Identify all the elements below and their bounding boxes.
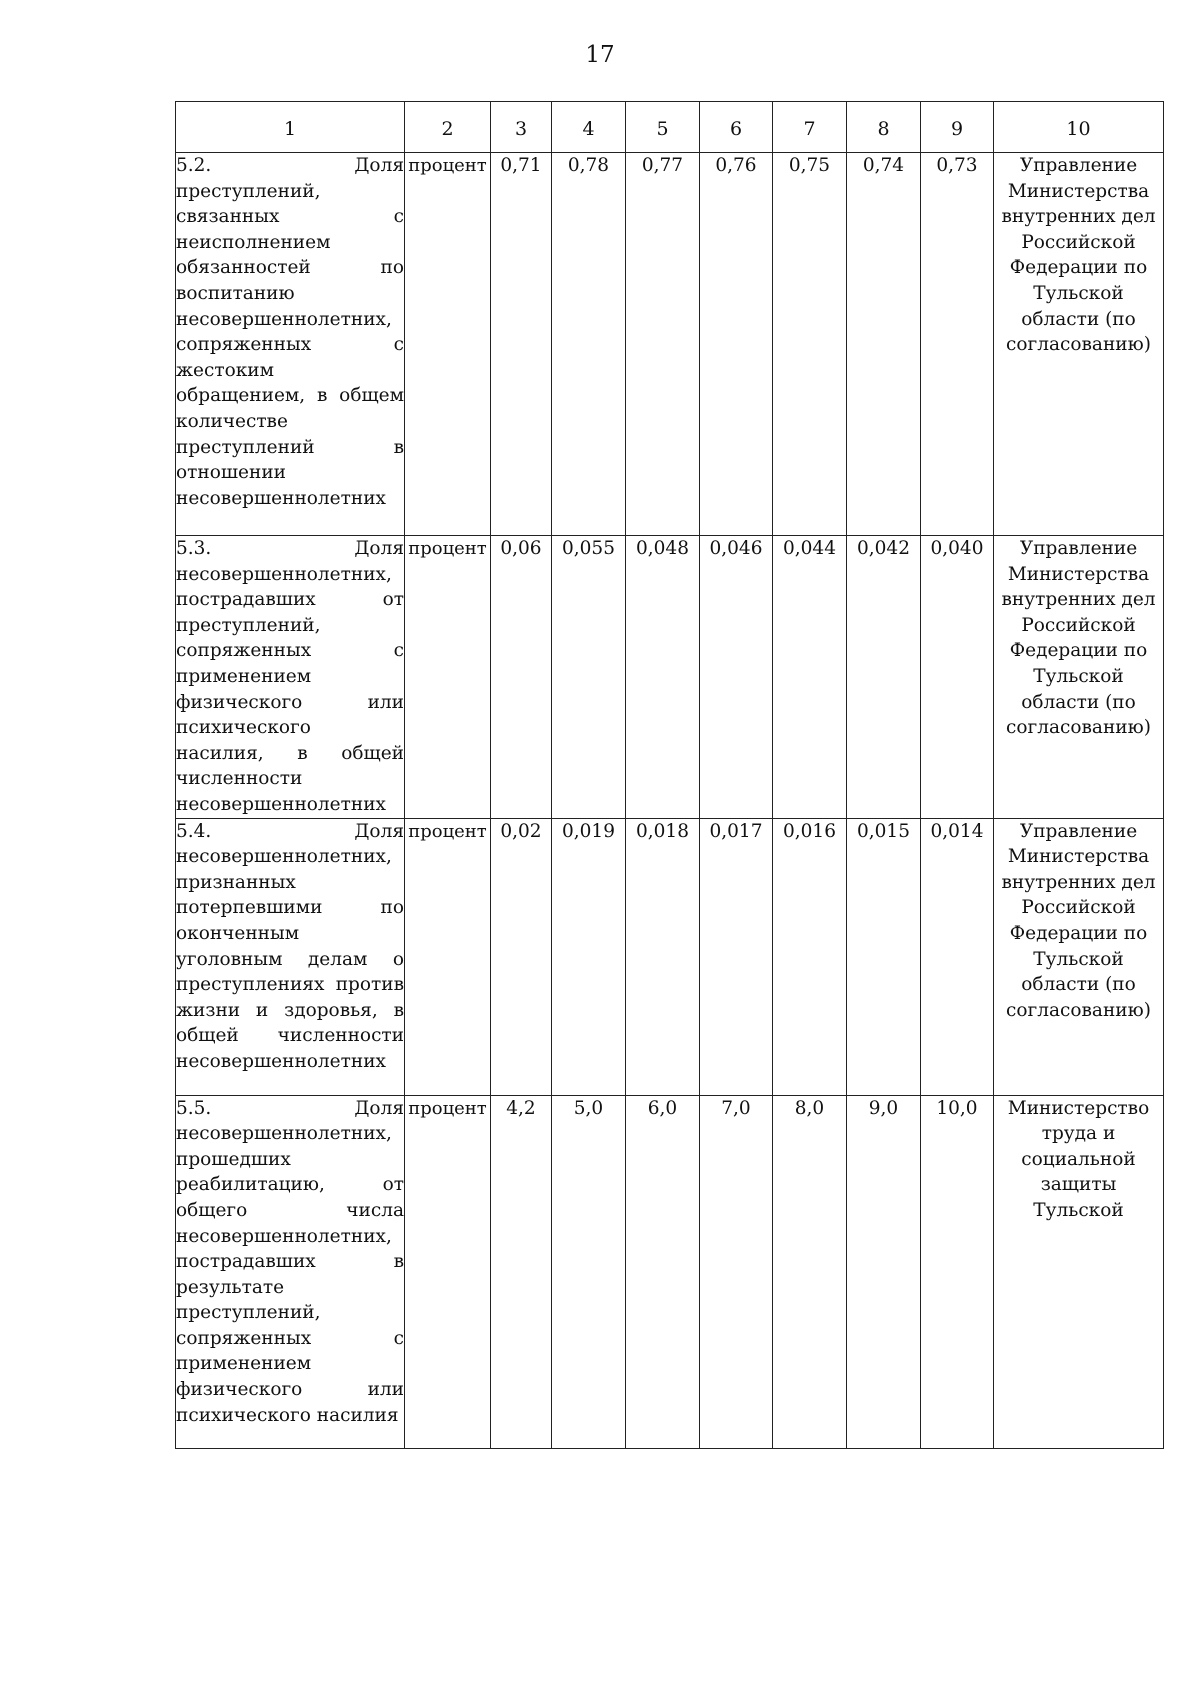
page-number: 17	[585, 42, 615, 68]
value-cell: 0,055	[552, 536, 626, 819]
value-cell: 0,02	[491, 818, 552, 1095]
value-cell: 0,017	[700, 818, 773, 1095]
value-cell: 5,0	[552, 1095, 626, 1448]
value-cell: 10,0	[921, 1095, 994, 1448]
value-cell: 0,06	[491, 536, 552, 819]
indicator-name: 5.2. Доля преступлений, связанных с неисполнением обязанностей по воспитанию несовершеннолетних, сопряженных с жестоким обращением, в общем количестве преступлений в отношении несовершеннолетних	[176, 153, 405, 536]
table-row	[176, 153, 1164, 536]
header-col-3: 3	[491, 102, 552, 153]
value-cell: 0,014	[921, 818, 994, 1095]
header-col-7: 7	[773, 102, 847, 153]
value-cell: 0,71	[491, 153, 552, 536]
value-cell: 9,0	[847, 1095, 921, 1448]
value-cell: 0,77	[626, 153, 700, 536]
header-col-2: 2	[405, 102, 491, 153]
indicator-name: 5.4. Доля несовершеннолетних, признанных потерпевшими по оконченным уголовным делам о преступлениях против жизни и здоровья, в общей численности несовершеннолетних	[176, 818, 405, 1095]
value-cell: 0,015	[847, 818, 921, 1095]
indicator-name: 5.3. Доля несовершеннолетних, пострадавших от преступлений, сопряженных с применением физического или психического насилия, в общей численности несовершеннолетних	[176, 536, 405, 819]
header-col-5: 5	[626, 102, 700, 153]
unit-cell: процент	[405, 1095, 491, 1448]
responsible-cell: Министерство труда и социальной защиты Тульской	[994, 1095, 1164, 1448]
value-cell: 0,016	[773, 818, 847, 1095]
responsible-cell: Управление Министерства внутренних дел Российской Федерации по Тульской области (по согласованию)	[994, 536, 1164, 819]
value-cell: 8,0	[773, 1095, 847, 1448]
responsible-cell: Управление Министерства внутренних дел Российской Федерации по Тульской области (по согласованию)	[994, 818, 1164, 1095]
value-cell: 0,74	[847, 153, 921, 536]
unit-cell: процент	[405, 536, 491, 819]
header-col-9: 9	[921, 102, 994, 153]
indicator-name: 5.5. Доля несовершеннолетних, прошедших реабилитацию, от общего числа несовершеннолетних, пострадавших в результате преступлений, сопряженных с применением физического или психического насилия	[176, 1095, 405, 1448]
header-row	[176, 102, 1164, 153]
unit-cell: процент	[405, 818, 491, 1095]
header-col-1: 1	[176, 102, 405, 153]
value-cell: 0,018	[626, 818, 700, 1095]
value-cell: 7,0	[700, 1095, 773, 1448]
value-cell: 0,019	[552, 818, 626, 1095]
value-cell: 0,044	[773, 536, 847, 819]
value-cell: 0,73	[921, 153, 994, 536]
value-cell: 0,048	[626, 536, 700, 819]
header-col-10: 10	[994, 102, 1164, 153]
table-row	[176, 1095, 1164, 1448]
unit-cell: процент	[405, 153, 491, 536]
value-cell: 0,76	[700, 153, 773, 536]
indicator-table	[175, 101, 1164, 1449]
value-cell: 0,78	[552, 153, 626, 536]
value-cell: 0,75	[773, 153, 847, 536]
header-col-6: 6	[700, 102, 773, 153]
table-row	[176, 818, 1164, 1095]
responsible-cell: Управление Министерства внутренних дел Российской Федерации по Тульской области (по согласованию)	[994, 153, 1164, 536]
value-cell: 4,2	[491, 1095, 552, 1448]
header-col-8: 8	[847, 102, 921, 153]
value-cell: 0,042	[847, 536, 921, 819]
value-cell: 0,046	[700, 536, 773, 819]
value-cell: 0,040	[921, 536, 994, 819]
value-cell: 6,0	[626, 1095, 700, 1448]
header-col-4: 4	[552, 102, 626, 153]
table-row	[176, 536, 1164, 819]
